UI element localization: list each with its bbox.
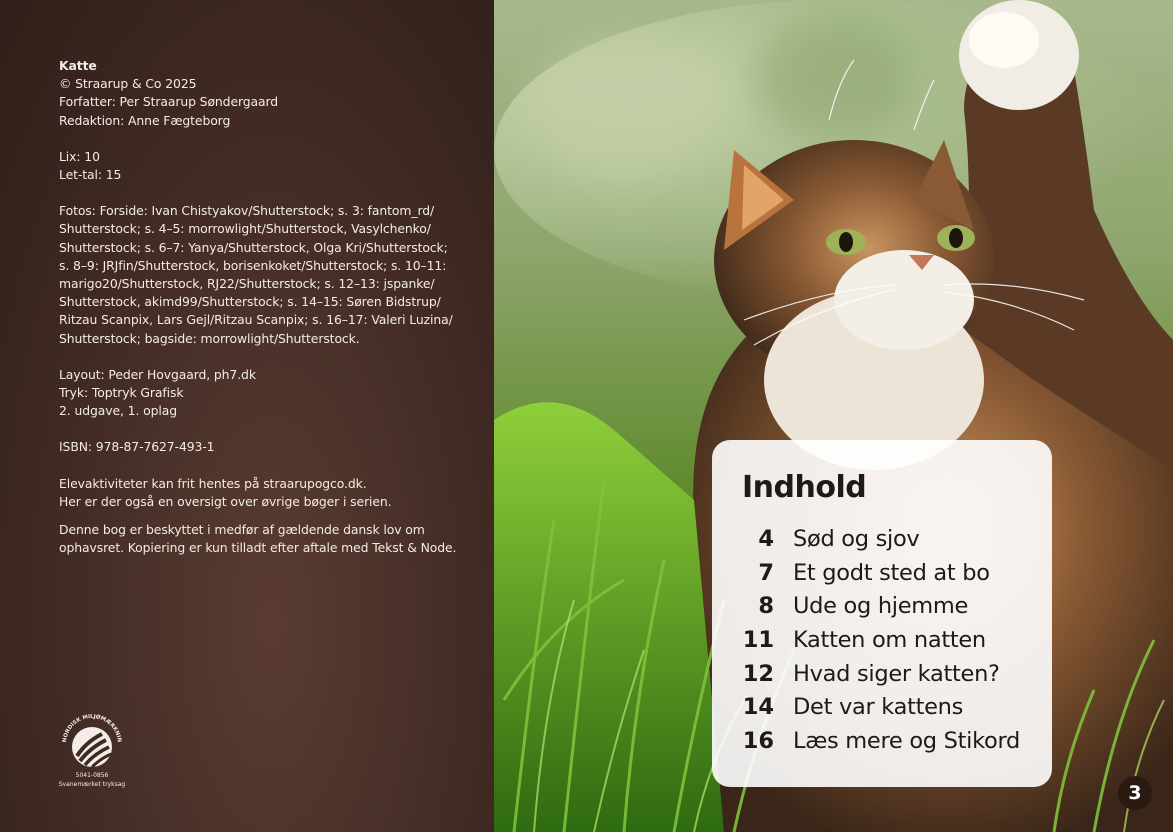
photo-credit-line: Ritzau Scanpix, Lars Gejl/Ritzau Scanpix; s. 16–17: Valeri Luzina/ [59, 312, 453, 328]
toc-chapter-title: Sød og sjov [793, 525, 920, 552]
toc-page-number: 8 [758, 593, 774, 620]
toc-entry[interactable] [730, 522, 1040, 556]
nordic-swan-ecolabel [56, 712, 128, 792]
ecolabel-ring-text: NORDISK MILJØMÆRKNIN [61, 713, 123, 743]
ecolabel-code: 5041-0856 [75, 772, 109, 779]
toc-list [730, 522, 1040, 758]
toc-chapter-title: Et godt sted at bo [793, 559, 990, 586]
toc-entry[interactable] [730, 556, 1040, 590]
let-tal-line: Let-tal: 15 [59, 167, 122, 183]
photo-credit-line: marigo20/Shutterstock, RJ22/Shutterstock; s. 12–13: jspanke/ [59, 276, 435, 292]
book-title: Katte [59, 58, 97, 73]
toc-entry[interactable] [730, 657, 1040, 691]
swan-logo-icon [56, 712, 128, 772]
copyright-line: © Straarup & Co 2025 [59, 76, 197, 92]
activities-line: Elevaktiviteter kan frit hentes på straarupogco.dk. [59, 475, 367, 491]
colophon-text [59, 57, 469, 557]
toc-heading: Indhold [742, 470, 867, 505]
photo-credit-line: Shutterstock; bagside: morrowlight/Shutterstock. [59, 330, 360, 346]
toc-entry[interactable] [730, 724, 1040, 758]
colophon-page [0, 0, 494, 832]
toc-page-number: 11 [742, 626, 774, 653]
photo-credit-line: Shutterstock, akimd99/Shutterstock; s. 14–15: Søren Bidstrup/ [59, 294, 441, 310]
toc-page-number: 16 [742, 727, 774, 754]
lix-line: Lix: 10 [59, 148, 100, 164]
isbn-line: ISBN: 978-87-7627-493-1 [59, 439, 215, 455]
layout-line: Layout: Peder Hovgaard, ph7.dk [59, 366, 256, 382]
table-of-contents [712, 440, 1052, 787]
toc-chapter-title: Katten om natten [793, 626, 986, 653]
toc-entry[interactable] [730, 589, 1040, 623]
toc-page-number: 4 [758, 525, 774, 552]
toc-chapter-title: Ude og hjemme [793, 593, 969, 620]
toc-page-number: 14 [742, 694, 774, 721]
photo-credit-line: Fotos: Forside: Ivan Chistyakov/Shutterstock; s. 3: fantom_rd/ [59, 203, 435, 219]
print-line: Tryk: Toptryk Grafisk [59, 385, 184, 401]
toc-chapter-title: Det var kattens [793, 694, 964, 721]
toc-chapter-title: Læs mere og Stikord [793, 727, 1021, 754]
legal-line: ophavsret. Kopiering er kun tilladt efter aftale med Tekst & Node. [59, 540, 457, 556]
toc-entry[interactable] [730, 690, 1040, 724]
edition-line: 2. udgave, 1. oplag [59, 403, 177, 419]
toc-chapter-title: Hvad siger katten? [793, 660, 1000, 687]
page-number-badge: 3 [1118, 776, 1152, 810]
photo-credit-line: s. 8–9: JRJfin/Shutterstock, borisenkoket/Shutterstock; s. 10–11: [59, 257, 447, 273]
author-line: Forfatter: Per Straarup Søndergaard [59, 94, 279, 110]
legal-line: Denne bog er beskyttet i medfør af gældende dansk lov om [59, 522, 425, 538]
photo-credit-line: Shutterstock; s. 4–5: morrowlight/Shutterstock, Vasylchenko/ [59, 221, 431, 237]
activities-line: Her er der også en oversigt over øvrige bøger i serien. [59, 493, 392, 509]
ecolabel-caption: Svanemærket tryksag [58, 781, 126, 788]
editor-line: Redaktion: Anne Fægteborg [59, 112, 231, 128]
photo-credit-line: Shutterstock; s. 6–7: Yanya/Shutterstock, Olga Kri/Shutterstock; [59, 239, 448, 255]
toc-page-number: 7 [758, 559, 774, 586]
toc-entry[interactable] [730, 623, 1040, 657]
toc-page-number: 12 [742, 660, 774, 687]
